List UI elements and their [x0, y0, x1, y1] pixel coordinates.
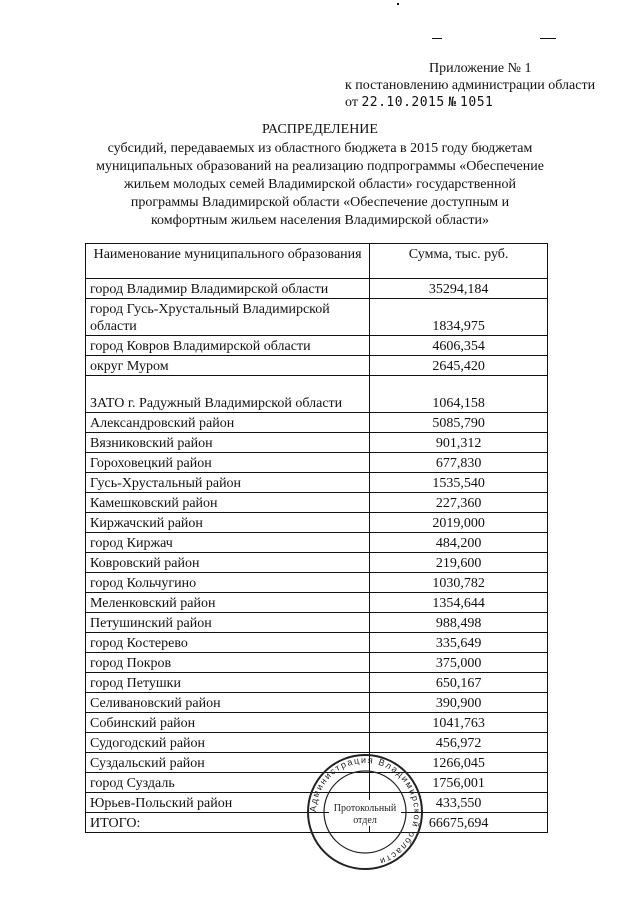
municipality-name: Александровский район — [86, 413, 370, 433]
subsidy-amount: 1030,782 — [370, 573, 548, 593]
subsidy-amount: 1064,158 — [370, 376, 548, 413]
municipality-name: Ковровский район — [86, 553, 370, 573]
municipality-name: город Ковров Владимирской области — [86, 336, 370, 356]
municipality-name: город Петушки — [86, 673, 370, 693]
municipality-name: город Гусь-Хрустальный Владимирской области — [86, 299, 370, 336]
subsidy-amount: 390,900 — [370, 693, 548, 713]
subsidy-amount: 227,360 — [370, 493, 548, 513]
table-row — [86, 376, 548, 413]
subsidy-amount: 1354,644 — [370, 593, 548, 613]
stamp-ring-text: Администрация Владимирской области — [307, 754, 423, 867]
municipality-name: Селивановский район — [86, 693, 370, 713]
scan-mark — [397, 3, 399, 5]
municipality-name: Киржачский район — [86, 513, 370, 533]
table-row — [86, 553, 548, 573]
appendix-number: Приложение № 1 — [429, 61, 532, 76]
document-title: РАСПРЕДЕЛЕНИЕ — [262, 122, 378, 137]
subsidy-amount: 650,167 — [370, 673, 548, 693]
municipality-name: город Покров — [86, 653, 370, 673]
table-row — [86, 693, 548, 713]
decree-date: 22.10.2015 — [361, 95, 445, 110]
municipality-name: ЗАТО г. Радужный Владимирской области — [86, 376, 370, 413]
document-subtitle: субсидий, передаваемых из областного бюджета в 2015 году бюджетам муниципальных образований на реализацию подпрограммы «Обеспечение жильем молодых семей Владимирской области» государственной программы Владимирской области «Обеспечение доступным и комфортным жильем населения Владимирской области» — [96, 141, 544, 228]
municipality-name: Собинский район — [86, 713, 370, 733]
table-row — [86, 433, 548, 453]
stamp-center-line2: отдел — [353, 815, 377, 826]
table-row — [86, 633, 548, 653]
subsidy-amount: 5085,790 — [370, 413, 548, 433]
decree-number: 1051 — [460, 95, 494, 110]
subsidy-amount: 1756,001 — [370, 773, 548, 793]
subsidy-amount: 433,550 — [370, 793, 548, 813]
table-row — [86, 673, 548, 693]
table-row — [86, 299, 548, 336]
appendix-date-line — [345, 94, 625, 111]
stamp-center-line1: Протокольный — [333, 803, 397, 814]
municipality-name: Меленковский район — [86, 593, 370, 613]
table-row — [86, 593, 548, 613]
subsidy-amount: 484,200 — [370, 533, 548, 553]
municipality-name: Юрьев-Польский район — [86, 793, 370, 813]
table-row — [86, 279, 548, 299]
table-header-row — [86, 244, 548, 279]
subsidy-amount: 2645,420 — [370, 356, 548, 376]
subsidy-amount: 1266,045 — [370, 753, 548, 773]
municipality-name: город Киржач — [86, 533, 370, 553]
subsidy-amount: 988,498 — [370, 613, 548, 633]
appendix-header — [345, 60, 625, 111]
municipality-name: Суздальский район — [86, 753, 370, 773]
municipality-name: Гусь-Хрустальный район — [86, 473, 370, 493]
table-row — [86, 336, 548, 356]
total-label: ИТОГО: — [86, 813, 370, 833]
appendix-reference: к постановлению администрации области — [345, 78, 596, 93]
table-row — [86, 453, 548, 473]
date-prefix: от — [345, 95, 358, 110]
municipality-name: Гороховецкий район — [86, 453, 370, 473]
table-row — [86, 473, 548, 493]
subsidy-amount: 4606,354 — [370, 336, 548, 356]
municipality-name: Камешковский район — [86, 493, 370, 513]
column-header-sum: Сумма, тыс. руб. — [370, 244, 548, 279]
subsidy-amount: 375,000 — [370, 653, 548, 673]
table-row — [86, 613, 548, 633]
subsidy-amount: 901,312 — [370, 433, 548, 453]
table-row — [86, 413, 548, 433]
subsidy-amount: 335,649 — [370, 633, 548, 653]
official-stamp — [305, 752, 425, 872]
table-row — [86, 573, 548, 593]
table-row — [86, 653, 548, 673]
column-header-name: Наименование муниципального образования — [86, 244, 370, 279]
municipality-name: Судогодский район — [86, 733, 370, 753]
municipality-name: Вязниковский район — [86, 433, 370, 453]
table-row — [86, 713, 548, 733]
total-amount: 66675,694 — [370, 813, 548, 833]
subsidy-amount: 219,600 — [370, 553, 548, 573]
municipality-name: город Владимир Владимирской области — [86, 279, 370, 299]
subsidy-amount: 1834,975 — [370, 299, 548, 336]
subsidy-amount: 677,830 — [370, 453, 548, 473]
municipality-name: город Суздаль — [86, 773, 370, 793]
distribution-table — [85, 243, 548, 833]
subsidy-amount: 35294,184 — [370, 279, 548, 299]
table-row — [86, 513, 548, 533]
scan-mark — [540, 38, 556, 39]
table-row — [86, 533, 548, 553]
subsidy-amount: 1041,763 — [370, 713, 548, 733]
subsidy-amount: 456,972 — [370, 733, 548, 753]
scan-mark — [432, 38, 442, 39]
subsidy-amount: 2019,000 — [370, 513, 548, 533]
municipality-name: Петушинский район — [86, 613, 370, 633]
number-sign: № — [448, 95, 457, 110]
municipality-name: город Кольчугино — [86, 573, 370, 593]
municipality-name: округ Муром — [86, 356, 370, 376]
table-row — [86, 493, 548, 513]
table-row — [86, 356, 548, 376]
table-row — [86, 733, 548, 753]
subsidy-amount: 1535,540 — [370, 473, 548, 493]
municipality-name: город Костерево — [86, 633, 370, 653]
